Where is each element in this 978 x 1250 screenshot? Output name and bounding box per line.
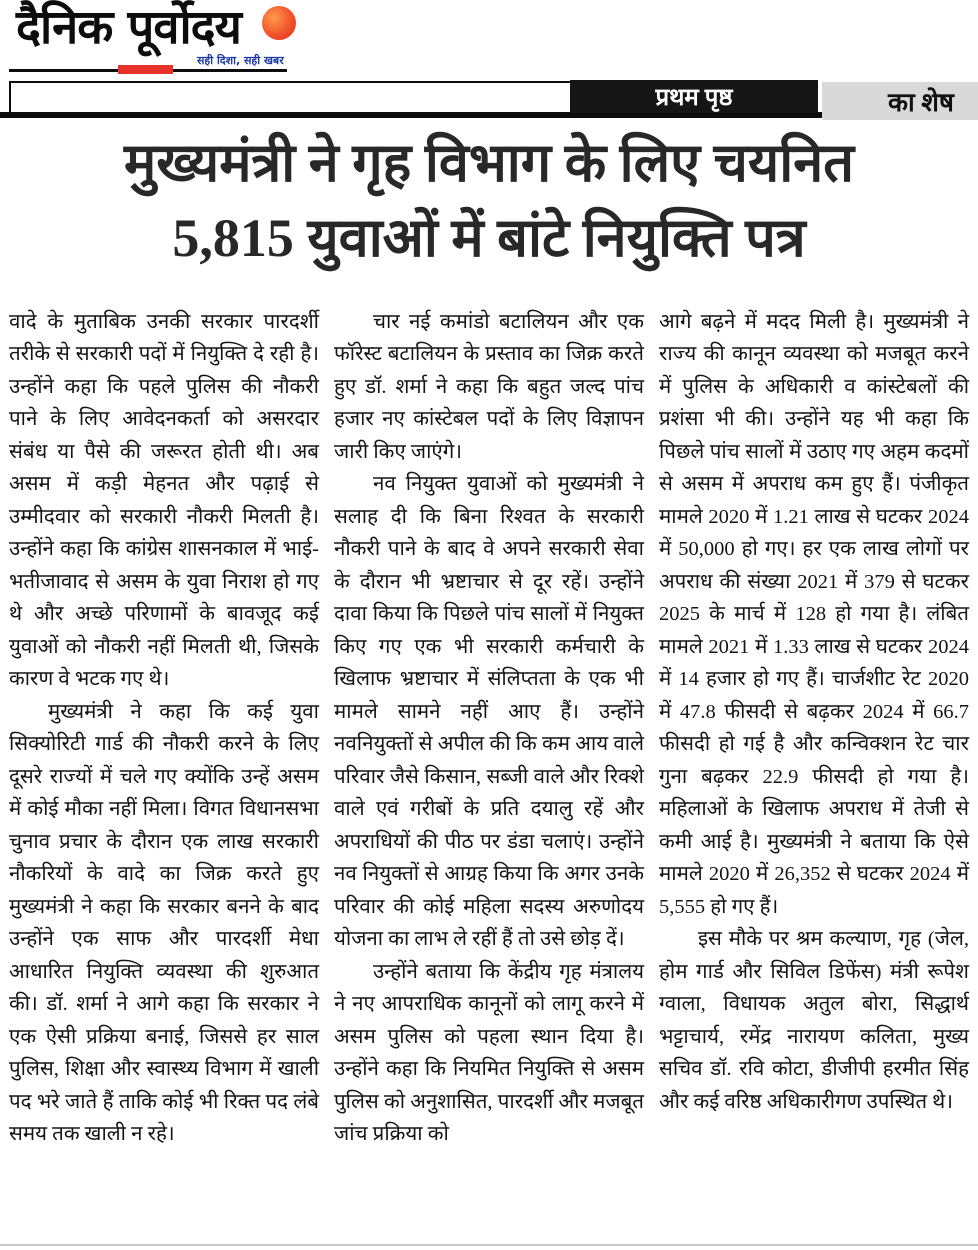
article-headline [0, 126, 978, 275]
article-paragraph: आगे बढ़ने में मदद मिली है। मुख्यमंत्री ने राज्य की कानून व्यवस्था को मजबूत करने में पुलिस के अधिकारी व कांस्टेबलों की प्रशंसा भी की। उन्होंने यह भी कहा कि पिछले पांच सालों में उठाए गए अहम कदमों से असम में अपराध कम हुए हैं। पंजीकृत मामले 2020 में 1.21 लाख से घटकर 2024 में 50,000 हो गए। हर एक लाख लोगों पर अपराध की संख्या 2021 में 379 से घटकर 2025 के मार्च में 128 हो गया है। लंबित मामले 2021 में 1.33 लाख से घटकर 2024 में 14 हजार हो गए हैं। चार्जशीट रेट 2020 में 47.8 फीसदी से बढ़कर 2024 में 66.7 फीसदी हो गई है और कन्विक्शन रेट चार गुना बढ़कर 22.9 फीसदी हो गया है। महिलाओं के खिलाफ अपराध में तेजी से कमी आई है। मुख्यमंत्री ने बताया कि ऐसे मामले 2020 में 26,352 से घटकर 2024 में 5,555 हो गए हैं। [659, 311, 969, 918]
article-paragraph: इस मौके पर श्रम कल्याण, गृह (जेल, होम गार्ड और सिविल डिफेंस) मंत्री रूपेश ग्वाला, विधायक अतुल बोरा, सिद्धार्थ भट्टाचार्य, रमेंद्र नारायण कलिता, मुख्य सचिव डॉ. रवि कोटा, डीजीपी हरमीत सिंह और कई वरिष्ठ अधिकारीगण उपस्थित थे। [659, 928, 969, 1113]
continuation-label: का शेष [822, 82, 978, 120]
article-paragraph: चार नई कमांडो बटालियन और एक फॉरेस्ट बटालियन के प्रस्ताव का जिक्र करते हुए डॉ. शर्मा ने कहा कि बहुत जल्द पांच हजार नए कांस्टेबल पदों के लिए विज्ञापन जारी किए जाएंगे। [334, 311, 644, 463]
masthead-box-top-border [9, 81, 571, 83]
masthead-ribbon [118, 65, 173, 74]
newspaper-logo: दैनिक पूर्वोदय [16, 0, 241, 55]
bottom-hairline [0, 1244, 978, 1246]
masthead [0, 0, 978, 118]
masthead-box-left-border [9, 81, 11, 113]
article-body [0, 306, 978, 1151]
headline-line-1: मुख्यमंत्री ने गृह विभाग के लिए चयनित [124, 133, 854, 193]
article-paragraph: वादे के मुताबिक उनकी सरकार पारदर्शी तरीके से सरकारी पदों में नियुक्ति दे रही है। उन्होंने कहा कि पहले पुलिस की नौकरी पाने के लिए आवेदनकर्ता को असरदार संबंध या पैसे की जरूरत होती थी। अब असम में कड़ी मेहनत और पढ़ाई से उम्मीदवार को सरकारी नौकरी मिलती है। उन्होंने कहा कि कांग्रेस शासनकाल में भाई-भतीजावाद से असम के युवा निराश हो गए थे और अच्छे परिणामों के बावजूद कई युवाओं को नौकरी नहीं मिलती थी, जिसके कारण वे भटक गए थे। [9, 311, 319, 691]
article-column-1 [9, 306, 319, 1151]
logo-sun-icon [262, 6, 296, 40]
article-column-2 [334, 306, 644, 1151]
headline-line-2: 5,815 युवाओं में बांटे नियुक्ति पत्र [172, 207, 806, 268]
article-paragraph: उन्होंने बताया कि केंद्रीय गृह मंत्रालय ने नए आपराधिक कानूनों को लागू करने में असम पुलिस को पहला स्थान दिया है। उन्होंने कहा कि नियमित नियुक्ति से असम पुलिस को अनुशासित, पारदर्शी और मजबूत जांच प्रक्रिया को [334, 960, 644, 1146]
masthead-tagline: सही दिशा, सही खबर [197, 54, 284, 67]
article-paragraph: मुख्यमंत्री ने कहा कि कई युवा सिक्योरिटी गार्ड की नौकरी करने के लिए दूसरे राज्यों में चले गए क्योंकि उन्हें असम में कोई मौका नहीं मिला। विगत विधानसभा चुनाव प्रचार के दौरान एक लाख सरकारी नौकरियों के वादे का जिक्र करते हुए मुख्यमंत्री ने कहा कि सरकार बनने के बाद उन्होंने एक साफ और पारदर्शी मेधा आधारित नियुक्ति व्यवस्था की शुरुआत की। डॉ. शर्मा ने आगे कहा कि सरकार ने एक ऐसी प्रक्रिया बनाई, जिससे हर साल पुलिस, शिक्षा और स्वास्थ्य विभाग में खाली पद भरे जाते हैं ताकि कोई भी रिक्त पद लंबे समय तक खाली न रहे। [9, 700, 319, 1146]
page-label: प्रथम पृष्ठ [570, 80, 818, 113]
article-column-3 [659, 306, 969, 1151]
article-paragraph: नव नियुक्त युवाओं को मुख्यमंत्री ने सलाह दी कि बिना रिश्वत के सरकारी नौकरी पाने के बाद वे अपने सरकारी सेवा के दौरान भी भ्रष्टाचार से दूर रहें। उन्होंने दावा किया कि पिछले पांच सालों में नियुक्त किए गए एक भी सरकारी कर्मचारी के खिलाफ भ्रष्टाचार में संलिप्तता के एक भी मामले सामने नहीं आए हैं। उन्होंने नवनियुक्तों से अपील की कि कम आय वाले परिवार जैसे किसान, सब्जी वाले और रिक्शे वाले एवं गरीबों के प्रति दयालु रहें और अपराधियों की पीठ पर डंडा चलाएं। उन्होंने नव नियुक्तों से आग्रह किया कि अगर उनके परिवार की कोई महिला सदस्य अरुणोदय योजना का लाभ ले रहीं हैं तो उसे छोड़ दें। [334, 473, 644, 951]
